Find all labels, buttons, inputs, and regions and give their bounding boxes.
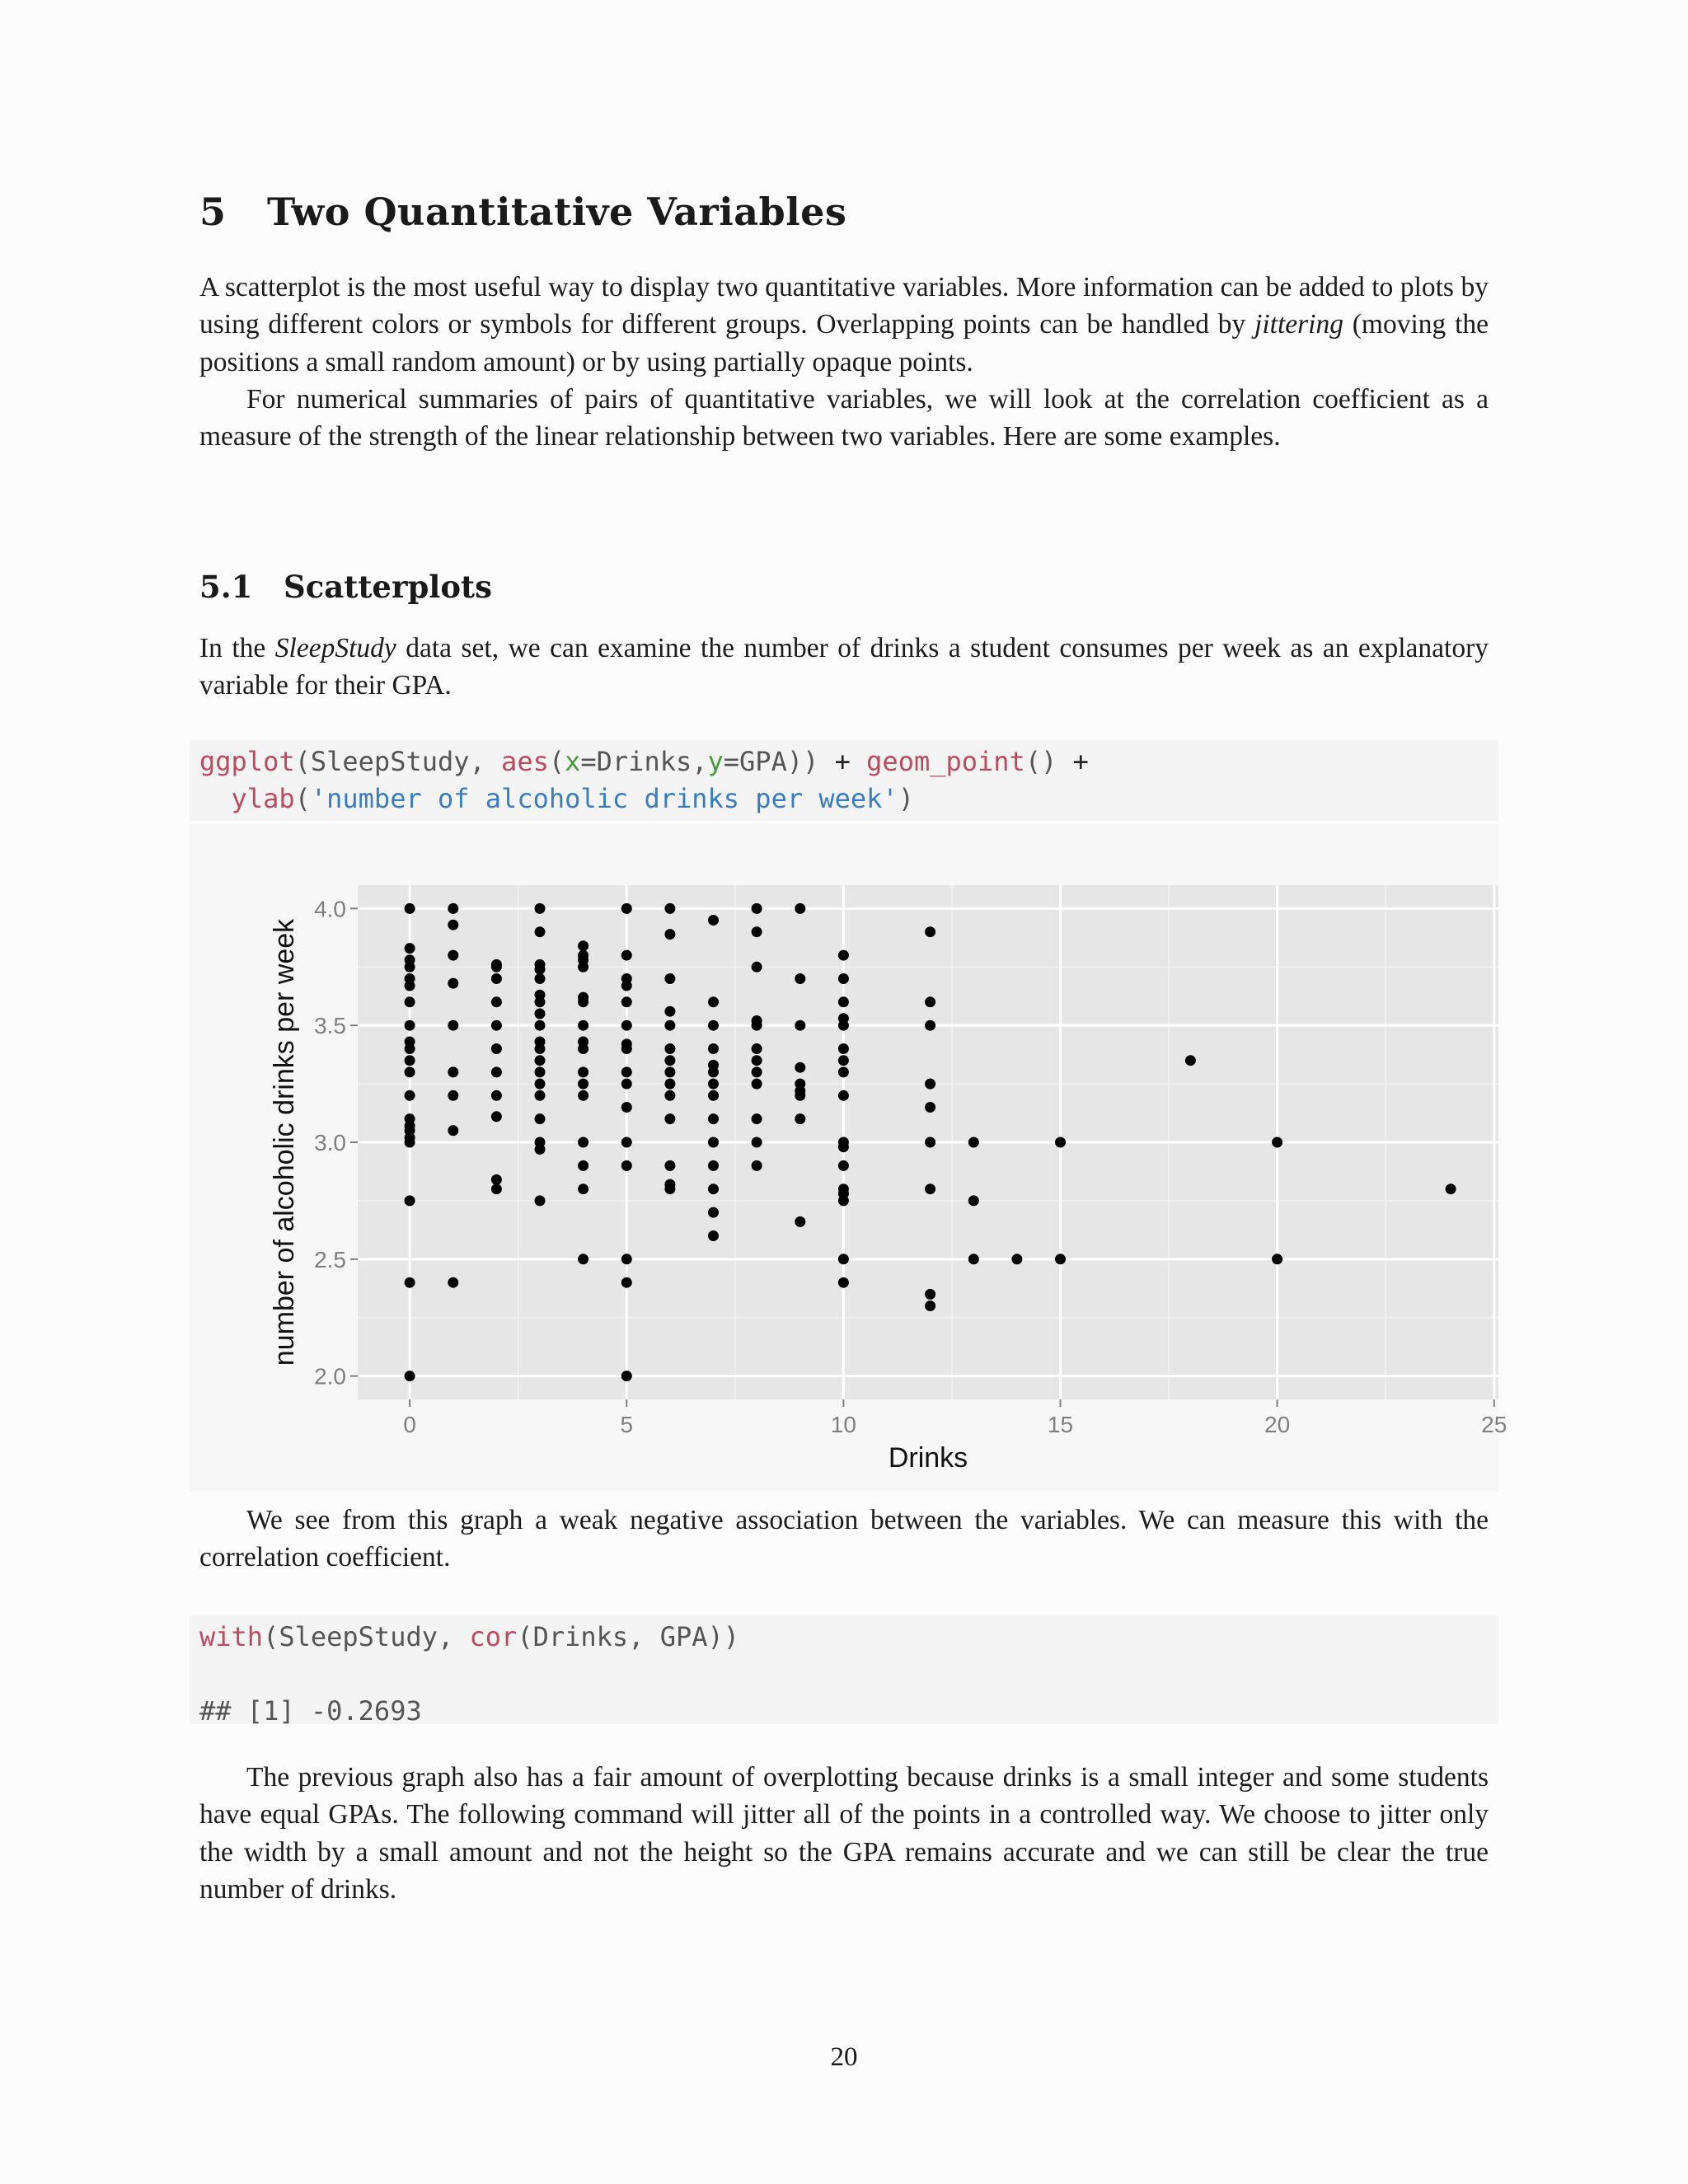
x-axis-label: Drinks — [888, 1442, 968, 1474]
code-line-1 — [199, 743, 1489, 780]
data-point — [405, 1137, 415, 1148]
data-point — [578, 1020, 588, 1031]
final-text — [199, 1759, 1489, 1908]
data-point — [708, 1079, 719, 1090]
data-point — [925, 996, 935, 1007]
data-point — [578, 1183, 588, 1194]
data-point — [925, 1102, 935, 1113]
data-point — [1055, 1254, 1066, 1264]
data-point — [838, 1277, 849, 1288]
data-point — [535, 926, 546, 937]
code-fn-ylab: ylab — [231, 783, 295, 814]
data-point — [708, 1183, 719, 1194]
data-point — [535, 996, 546, 1007]
data-point — [838, 950, 849, 961]
data-point — [708, 1137, 719, 1148]
data-point — [708, 1066, 719, 1077]
data-point — [578, 940, 588, 951]
subsection-title: Scatterplots — [284, 569, 492, 605]
data-point — [925, 1079, 935, 1090]
data-point — [838, 1020, 849, 1031]
data-point — [491, 1066, 502, 1077]
data-point — [621, 1160, 632, 1171]
data-point — [838, 1141, 849, 1152]
jittering-emphasis: jittering — [1254, 309, 1343, 340]
data-point — [752, 926, 762, 937]
data-point — [925, 1289, 935, 1300]
data-point — [925, 1137, 935, 1148]
data-point — [621, 1137, 632, 1148]
data-point — [752, 1113, 762, 1124]
data-point — [535, 1020, 546, 1031]
code-blank-line — [199, 1656, 1489, 1693]
data-point — [621, 1102, 632, 1113]
intro-p1-start: A scatterplot is the most useful way to display two quantitative variables. More information can be added to plots by using different colors or symbols for different groups. Overlapping points can be handled by — [199, 272, 1489, 340]
data-point — [405, 996, 415, 1007]
data-point — [838, 1195, 849, 1206]
data-point — [708, 1160, 719, 1171]
data-point — [708, 996, 719, 1007]
data-point — [795, 1216, 805, 1227]
data-point — [448, 978, 458, 989]
data-point — [621, 996, 632, 1007]
data-point — [535, 973, 546, 984]
data-point — [448, 1066, 458, 1077]
data-point — [621, 950, 632, 961]
intro-text — [199, 269, 1489, 455]
data-point — [664, 1055, 675, 1066]
data-point — [405, 943, 415, 954]
data-point — [795, 903, 805, 914]
code-string: 'number of alcoholic drinks per week' — [310, 783, 898, 814]
code-token: (Drinks, GPA)) — [517, 1621, 740, 1652]
data-point — [578, 1160, 588, 1171]
scatterplot-svg — [190, 824, 1507, 1492]
sleepstudy-paragraph — [199, 630, 1489, 705]
data-point — [491, 1111, 502, 1122]
data-point — [838, 1160, 849, 1171]
data-point — [838, 1043, 849, 1054]
data-point — [838, 1055, 849, 1066]
data-point — [1055, 1137, 1066, 1148]
data-point — [405, 1371, 415, 1381]
code-operator: + — [1072, 746, 1089, 777]
y-tick-label: 2.5 — [314, 1246, 346, 1272]
data-point — [621, 1277, 632, 1288]
data-point — [1272, 1254, 1282, 1264]
data-point — [925, 1301, 935, 1311]
data-point — [491, 1174, 502, 1185]
data-point — [795, 973, 805, 984]
data-point — [838, 1090, 849, 1101]
data-point — [405, 1277, 415, 1288]
scatterplot-figure — [190, 824, 1507, 1492]
data-point — [621, 981, 632, 991]
data-point — [405, 1055, 415, 1066]
data-point — [578, 962, 588, 972]
data-point — [752, 1137, 762, 1148]
subsection-intro — [199, 630, 1489, 705]
x-tick-label: 0 — [403, 1412, 416, 1437]
data-point — [838, 996, 849, 1007]
data-point — [535, 1113, 546, 1124]
association-paragraph: We see from this graph a weak negative association between the variables. We can measure this with the correlation coefficient. — [199, 1505, 1489, 1573]
data-point — [448, 1020, 458, 1031]
code-token: =GPA)) — [723, 746, 835, 777]
data-point — [621, 1043, 632, 1054]
y-tick-label: 4.0 — [314, 896, 346, 922]
data-point — [664, 1043, 675, 1054]
sub-intro-end: data set, we can examine the number of drinks a student consumes per week as an explanatory variable for their GPA. — [199, 633, 1489, 701]
data-point — [535, 1055, 546, 1066]
data-point — [405, 1066, 415, 1077]
data-point — [752, 1160, 762, 1171]
data-point — [535, 1079, 546, 1090]
code-block-ggplot — [190, 740, 1498, 821]
data-point — [448, 950, 458, 961]
data-point — [664, 1006, 675, 1017]
code-line-cor — [199, 1619, 1489, 1656]
code-token: =Drinks, — [580, 746, 708, 777]
data-point — [968, 1137, 979, 1148]
data-point — [405, 1043, 415, 1054]
data-point — [708, 1207, 719, 1218]
data-point — [1272, 1137, 1282, 1148]
data-point — [795, 1020, 805, 1031]
intro-paragraph-2: For numerical summaries of pairs of quantitative variables, we will look at the correlation coefficient as a measure of the strength of the linear relationship between two variables. Here are some examples. — [199, 383, 1489, 452]
data-point — [535, 1009, 546, 1019]
y-tick-label: 3.0 — [314, 1130, 346, 1155]
data-point — [708, 915, 719, 926]
sub-intro-start: In the — [199, 633, 275, 663]
data-point — [405, 1195, 415, 1206]
data-point — [491, 1020, 502, 1031]
data-point — [708, 1113, 719, 1124]
data-point — [405, 903, 415, 914]
data-point — [535, 1090, 546, 1101]
data-point — [621, 1066, 632, 1077]
x-axis-ticks — [403, 1399, 1507, 1437]
data-point — [752, 1066, 762, 1077]
data-point — [491, 973, 502, 984]
data-point — [752, 1079, 762, 1090]
x-tick-label: 20 — [1264, 1412, 1291, 1437]
code-block-cor — [190, 1615, 1498, 1727]
code-token: () — [1025, 746, 1073, 777]
data-point — [578, 1066, 588, 1077]
data-point — [752, 1020, 762, 1031]
data-point — [664, 1183, 675, 1194]
intro-paragraph-1 — [199, 269, 1489, 381]
data-point — [621, 1079, 632, 1090]
intro-p1-end: (moving the positions a small random amount) or by using partially opaque points. — [199, 309, 1489, 377]
data-point — [1011, 1254, 1022, 1264]
sleepstudy-emphasis: SleepStudy — [274, 633, 396, 663]
data-point — [535, 903, 546, 914]
data-point — [795, 1062, 805, 1073]
data-point — [795, 1113, 805, 1124]
data-point — [535, 1066, 546, 1077]
data-point — [621, 1020, 632, 1031]
data-point — [578, 1043, 588, 1054]
section-number: 5 — [199, 190, 227, 234]
data-point — [578, 996, 588, 1007]
after-chart-text — [199, 1502, 1489, 1577]
x-tick-label: 10 — [830, 1412, 856, 1437]
data-point — [491, 1090, 502, 1101]
data-point — [925, 1020, 935, 1031]
page-number: 20 — [830, 2042, 858, 2072]
data-point — [1185, 1055, 1196, 1066]
code-token: ( — [294, 783, 311, 814]
data-point — [405, 1090, 415, 1101]
data-point — [578, 1254, 588, 1264]
data-point — [708, 1020, 719, 1031]
y-tick-label: 2.0 — [314, 1363, 346, 1390]
data-point — [968, 1195, 979, 1206]
code-token: (SleepStudy, — [263, 1621, 470, 1652]
data-point — [621, 1254, 632, 1264]
data-point — [664, 1020, 675, 1031]
data-point — [491, 1183, 502, 1194]
data-point — [664, 903, 675, 914]
data-point — [664, 929, 675, 940]
data-point — [752, 962, 762, 972]
subsection-heading — [199, 569, 492, 605]
x-tick-label: 15 — [1047, 1412, 1074, 1437]
y-tick-label: 3.5 — [314, 1013, 346, 1039]
code-fn-ggplot: ggplot — [199, 746, 295, 777]
data-point — [448, 1125, 458, 1136]
overplotting-paragraph: The previous graph also has a fair amount of overplotting because drinks is a small integer and some students have equal GPAs. The following command will jitter all of the points in a controlled way. We choose to jitter only the width by a small amount and not the height so the GPA remains accurate and we can still be clear the true number of drinks. — [199, 1762, 1489, 1905]
data-point — [664, 1079, 675, 1090]
data-point — [664, 1090, 675, 1101]
data-point — [621, 903, 632, 914]
y-axis-label: number of alcoholic drinks per week — [269, 918, 300, 1366]
x-tick-label: 5 — [620, 1412, 634, 1437]
data-point — [405, 962, 415, 972]
data-point — [708, 1230, 719, 1241]
code-fn-aes: aes — [501, 746, 549, 777]
code-fn-geom-point: geom_point — [866, 746, 1025, 777]
subsection-number: 5.1 — [199, 569, 253, 605]
data-point — [664, 1066, 675, 1077]
y-axis-ticks — [314, 896, 358, 1389]
x-tick-label: 25 — [1481, 1412, 1507, 1437]
data-point — [448, 1090, 458, 1101]
data-point — [448, 903, 458, 914]
data-point — [491, 996, 502, 1007]
code-token: ) — [898, 783, 914, 814]
code-output: ## [1] -0.2693 — [199, 1695, 422, 1727]
data-point — [405, 1020, 415, 1031]
data-point — [535, 1195, 546, 1206]
code-arg-y: y — [707, 746, 724, 777]
data-point — [968, 1254, 979, 1264]
code-fn-cor: cor — [469, 1621, 518, 1652]
data-point — [925, 926, 935, 937]
code-arg-x: x — [565, 746, 581, 777]
data-point — [838, 1066, 849, 1077]
data-point — [578, 1090, 588, 1101]
code-line-2 — [199, 780, 1489, 818]
data-point — [838, 973, 849, 984]
data-point — [752, 1055, 762, 1066]
data-point — [838, 1254, 849, 1264]
code-operator: + — [834, 746, 867, 777]
data-point — [535, 1144, 546, 1155]
code-token: (SleepStudy, — [294, 746, 502, 777]
code-token: ( — [548, 746, 565, 777]
data-point — [752, 903, 762, 914]
data-point — [752, 1043, 762, 1054]
data-point — [578, 1079, 588, 1090]
section-title: Two Quantitative Variables — [267, 190, 847, 234]
data-point — [535, 964, 546, 975]
data-point — [535, 1043, 546, 1054]
data-point — [664, 1113, 675, 1124]
data-point — [708, 1043, 719, 1054]
data-point — [925, 1183, 935, 1194]
data-point — [578, 1137, 588, 1148]
data-point — [491, 1043, 502, 1054]
data-point — [405, 981, 415, 991]
code-fn-with: with — [199, 1621, 264, 1652]
data-point — [708, 1090, 719, 1101]
data-point — [1446, 1183, 1456, 1194]
data-point — [664, 1160, 675, 1171]
data-point — [621, 1371, 632, 1381]
data-point — [664, 973, 675, 984]
data-point — [491, 962, 502, 972]
data-point — [448, 920, 458, 930]
data-point — [795, 1090, 805, 1101]
data-point — [448, 1277, 458, 1288]
section-heading — [199, 190, 846, 234]
